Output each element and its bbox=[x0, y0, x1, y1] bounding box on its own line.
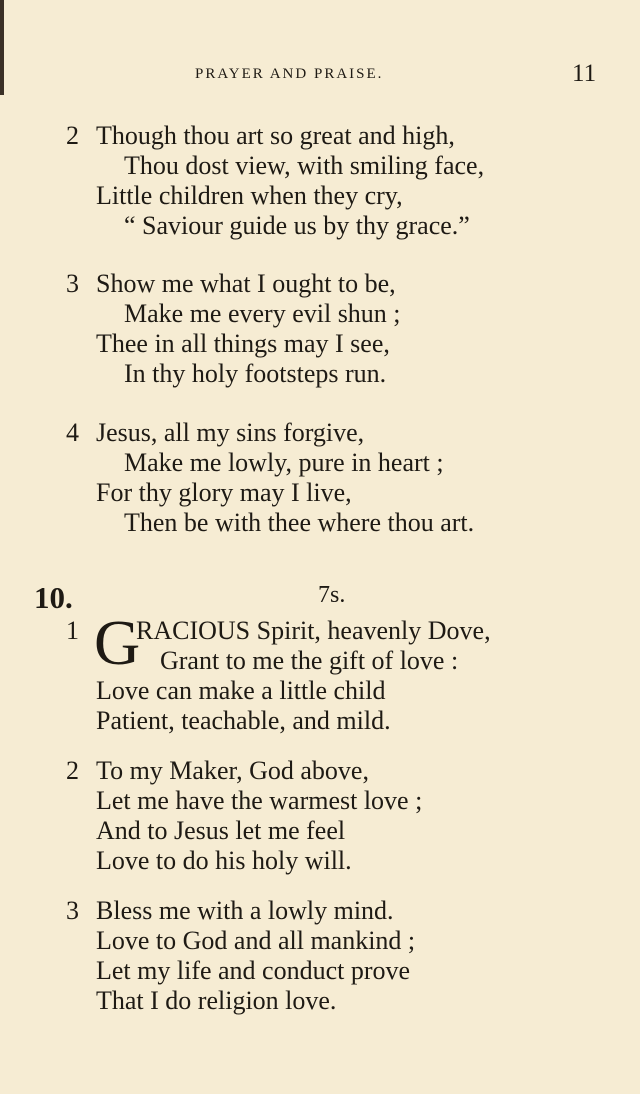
verse-line: Thee in all things may I see, bbox=[96, 329, 390, 358]
verse-line: Grant to me the gift of love : bbox=[160, 646, 459, 675]
verse-line: Love to God and all mankind ; bbox=[96, 926, 416, 955]
verse-line: Jesus, all my sins forgive, bbox=[96, 418, 365, 447]
verse-line: To my Maker, God above, bbox=[96, 756, 369, 785]
verse-number: 1 bbox=[66, 616, 79, 645]
page-edge-mark bbox=[0, 0, 4, 95]
verse-line: In thy holy footsteps run. bbox=[124, 359, 387, 388]
verse-line: RACIOUS Spirit, heavenly Dove, bbox=[136, 616, 491, 645]
verse-line: For thy glory may I live, bbox=[96, 478, 352, 507]
hymn-meter: 7s. bbox=[318, 582, 346, 608]
verse-line: Thou dost view, with smiling face, bbox=[124, 151, 485, 180]
running-title: PRAYER AND PRAISE. bbox=[195, 66, 384, 82]
verse-number: 2 bbox=[66, 756, 79, 785]
page-number: 11 bbox=[572, 60, 597, 87]
verse-line: Love can make a little child bbox=[96, 676, 386, 705]
hymn-number: 10. bbox=[34, 580, 73, 615]
verse-line: Though thou art so great and high, bbox=[96, 121, 455, 150]
verse-line: Let my life and conduct prove bbox=[96, 956, 411, 985]
verse-line: Little children when they cry, bbox=[96, 181, 403, 210]
verse-line: Show me what I ought to be, bbox=[96, 269, 396, 298]
verse-line: Then be with thee where thou art. bbox=[124, 508, 475, 537]
verse-line: And to Jesus let me feel bbox=[96, 816, 346, 845]
verse-line: Make me lowly, pure in heart ; bbox=[124, 448, 444, 477]
verse-line: Make me every evil shun ; bbox=[124, 299, 401, 328]
drop-cap: G bbox=[94, 607, 141, 678]
verse-number: 3 bbox=[66, 896, 79, 925]
verse-number: 2 bbox=[66, 121, 79, 150]
verse-line: Love to do his holy will. bbox=[96, 846, 352, 875]
verse-line: Let me have the warmest love ; bbox=[96, 786, 423, 815]
verse-line: Bless me with a lowly mind. bbox=[96, 896, 394, 925]
verse-line: Patient, teachable, and mild. bbox=[96, 706, 391, 735]
verse-number: 4 bbox=[66, 418, 79, 447]
verse-number: 3 bbox=[66, 269, 79, 298]
verse-line: “ Saviour guide us by thy grace.” bbox=[124, 211, 470, 240]
verse-line: That I do religion love. bbox=[96, 986, 337, 1015]
